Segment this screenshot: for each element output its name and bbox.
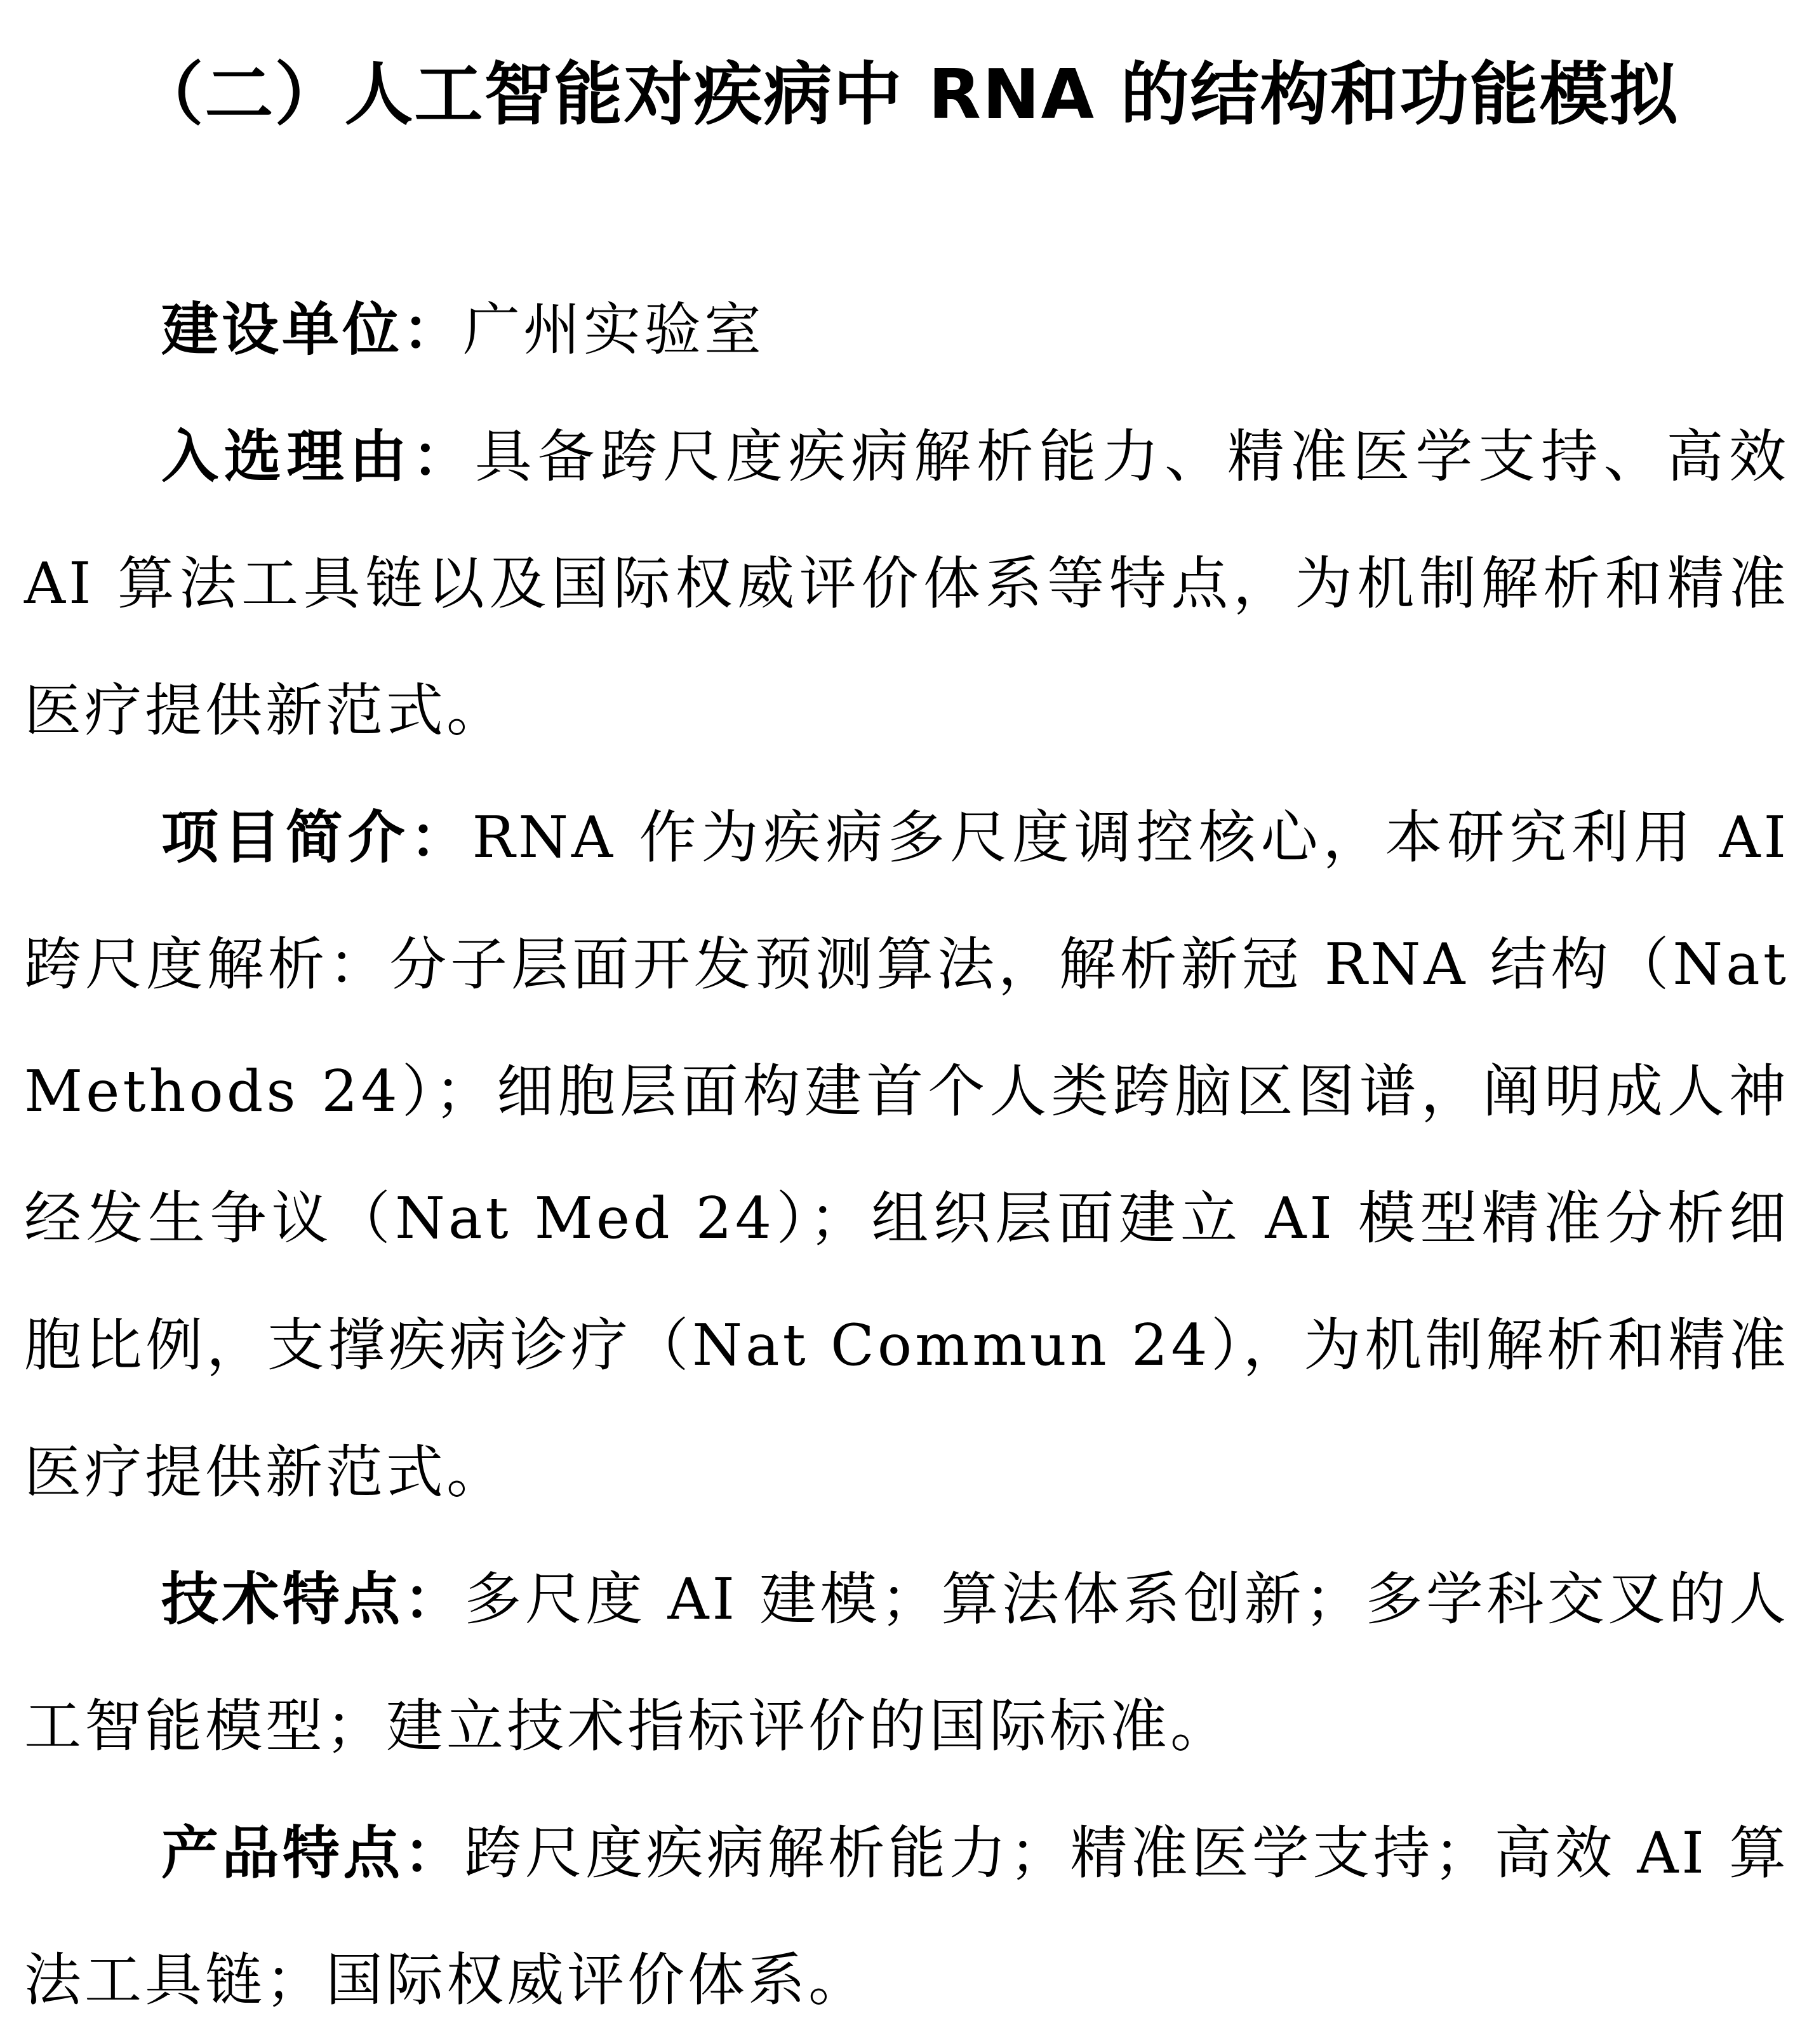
section-product-features — [24, 1790, 1789, 2044]
document-body — [24, 267, 1789, 2044]
section-construction-unit — [24, 267, 1789, 394]
section-text: 具备跨尺度疾病解析能力、精准医学支持、高效 AI 算法工具链以及国际权威评价体系等特点，为机制解析和精准医疗提供新范式。 — [24, 423, 1790, 744]
section-label: 项目简介： — [161, 804, 472, 871]
section-text: 多尺度 AI 建模；算法体系创新；多学科交叉的人工智能模型；建立技术指标评价的国际标准。 — [24, 1566, 1790, 1760]
section-selection-reason — [24, 394, 1789, 774]
section-text: 广州实验室 — [463, 296, 764, 363]
section-label: 技术特点： — [161, 1566, 465, 1633]
section-project-intro — [24, 774, 1789, 1536]
page-title: （二）人工智能对疾病中 RNA 的结构和功能模拟 — [135, 55, 1679, 135]
section-text: 跨尺度疾病解析能力；精准医学支持；高效 AI 算法工具链；国际权威评价体系。 — [24, 1820, 1790, 2014]
section-label: 入选理由： — [161, 423, 475, 490]
section-label: 产品特点： — [161, 1820, 465, 1887]
section-text: RNA 作为疾病多尺度调控核心，本研究利用 AI 跨尺度解析：分子层面开发预测算法，解析新冠 RNA 结构（Nat Methods 24）；细胞层面构建首个人类跨脑区图谱，阐明成人神经发生争议（Nat Med 24）；组织层面建立 AI 模型精准分析细胞比例，支撑疾病诊疗（Nat Commun 24），为机制解析和精准医疗提供新范式。 — [24, 804, 1789, 1506]
section-technical-features — [24, 1536, 1789, 1790]
section-label: 建设单位： — [161, 296, 463, 363]
